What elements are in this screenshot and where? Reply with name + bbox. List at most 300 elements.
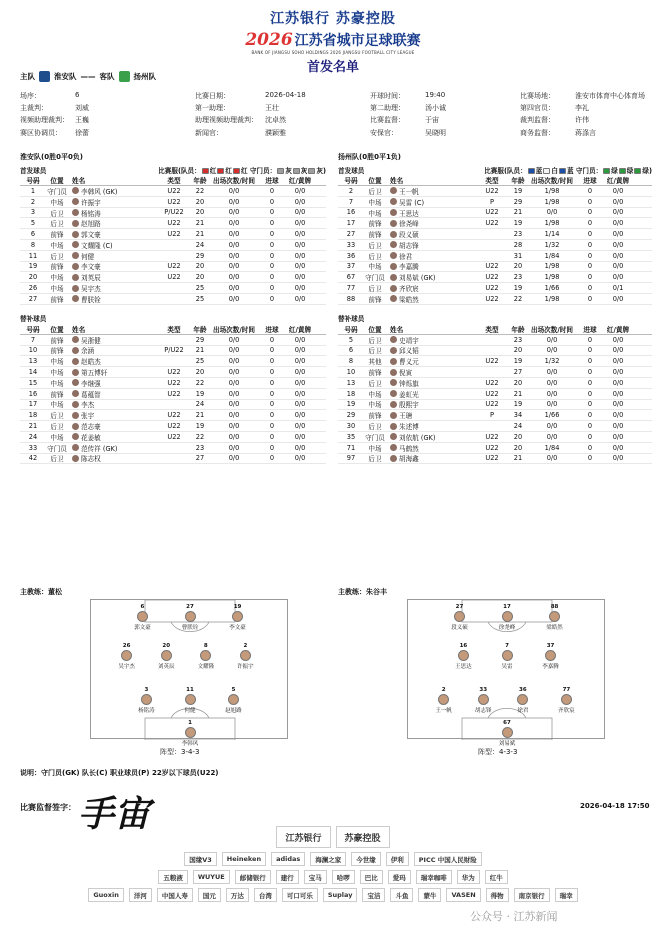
cell: 0/0	[294, 422, 306, 431]
player-number: 16	[459, 643, 468, 650]
cell: 13	[346, 378, 356, 387]
cell: 19	[513, 284, 523, 293]
player-avatar	[390, 198, 397, 205]
sponsor-logo: 华为	[457, 870, 480, 884]
cell: 0	[587, 400, 593, 409]
shirt-icon	[528, 168, 535, 174]
player-name: 刘英辰	[81, 274, 101, 283]
cell: 33	[28, 443, 38, 452]
player-number: 37	[546, 643, 555, 650]
player-avatar	[390, 423, 397, 430]
signature-time: 2026-04-18 17:50	[580, 802, 650, 810]
cell: 0/0	[612, 294, 624, 303]
player-photo	[185, 611, 196, 622]
sponsor-logo: 苏豪控股	[336, 826, 390, 848]
cell: U22	[167, 378, 181, 387]
player-photo	[228, 694, 239, 705]
sponsor-logo: 邮储银行	[235, 870, 271, 884]
player-name-cell	[68, 356, 158, 366]
cell: 1/98	[544, 273, 560, 282]
cell: 0	[269, 208, 275, 217]
formation-player	[122, 604, 162, 631]
cell: 20	[513, 378, 523, 387]
league-year: 2026	[245, 30, 293, 50]
cell: 28	[513, 240, 523, 249]
sponsor-logo: 宝马	[304, 870, 327, 884]
player-row	[338, 400, 652, 411]
cell: 0	[269, 197, 275, 206]
formation-player	[463, 687, 503, 714]
player-photo	[549, 611, 560, 622]
info-cell	[520, 103, 650, 113]
sponsor-logo: 红牛	[485, 870, 508, 884]
cell: 14	[28, 368, 38, 377]
cell: 1/66	[544, 411, 560, 420]
info-row	[20, 90, 650, 102]
cell: 0/0	[294, 389, 306, 398]
home-team: 淮安队	[54, 72, 77, 81]
cell: 0/0	[294, 346, 306, 355]
cell: 0/0	[228, 186, 240, 195]
cell: 0	[587, 251, 593, 260]
sponsor-logo: 瑞幸	[555, 888, 578, 902]
cell: 15	[28, 378, 38, 387]
cell: 0/0	[612, 389, 624, 398]
cell: 前锋	[368, 369, 382, 378]
player-name: 范志豪	[81, 423, 101, 432]
cell: 23	[513, 273, 523, 282]
player-name: 赵旭路	[225, 707, 242, 714]
info-key: 第一助理：	[195, 104, 230, 113]
cell: U22	[167, 197, 181, 206]
cell: 24	[28, 432, 38, 441]
player-avatar	[72, 187, 79, 194]
player-name: 范传祥 (GK)	[81, 444, 118, 453]
cell: 20	[195, 368, 205, 377]
cell: 0	[587, 186, 593, 195]
cell: U22	[485, 219, 499, 228]
cell: 1/98	[544, 219, 560, 228]
info-value: 蒋涤言	[575, 128, 596, 137]
player-name: 郭文豪	[134, 625, 151, 632]
player-avatar	[72, 379, 79, 386]
player-name: 徐君	[399, 252, 413, 261]
column-header: 姓名	[72, 325, 86, 334]
player-name: 文耀隆	[197, 664, 215, 671]
player-name: 王瑭	[399, 412, 413, 421]
cell: 0/0	[228, 357, 240, 366]
cell: 6	[30, 230, 36, 239]
player-name-cell	[68, 251, 158, 261]
player-name-cell	[68, 410, 158, 420]
cell: 前锋	[50, 390, 64, 399]
cell: 0/0	[612, 197, 624, 206]
cell: 10	[346, 368, 356, 377]
cell: 27	[195, 454, 205, 463]
cell: 0	[587, 208, 593, 217]
player-row	[20, 356, 326, 367]
info-row	[20, 127, 650, 139]
info-cell	[370, 103, 520, 113]
player-row	[338, 294, 652, 305]
cell: 0/0	[294, 357, 306, 366]
player-name: 徐尧峰	[498, 625, 516, 632]
cell: 中场	[368, 263, 382, 272]
player-avatar	[390, 444, 397, 451]
player-avatar	[72, 252, 79, 259]
formation-player	[146, 643, 186, 670]
league-title	[0, 30, 666, 50]
column-header: 红/黄牌	[606, 177, 630, 185]
formation-player	[439, 604, 479, 631]
cell: 0	[269, 411, 275, 420]
cell: 20	[28, 273, 38, 282]
player-name-cell	[386, 432, 476, 442]
info-cell	[20, 115, 195, 125]
cell: 0/0	[228, 273, 240, 282]
home-crest-icon	[39, 71, 50, 82]
player-name-cell	[386, 197, 476, 207]
signature-label: 比赛监督签字：	[20, 803, 76, 812]
cell: 1/98	[544, 197, 560, 206]
cell: 0/0	[228, 230, 240, 239]
cell: 0	[269, 378, 275, 387]
cell: 16	[28, 389, 38, 398]
cell: 0/0	[294, 294, 306, 303]
player-name: 余涵	[81, 347, 95, 356]
sponsor-logo: 国缘V3	[184, 852, 217, 866]
player-avatar	[72, 347, 79, 354]
player-name: 曹朕铨	[81, 295, 101, 304]
player-name-cell	[68, 229, 158, 239]
cell: 67	[346, 273, 356, 282]
cell: 0/0	[294, 284, 306, 293]
player-number: 6	[140, 604, 145, 611]
cell: 0	[269, 294, 275, 303]
player-avatar	[72, 198, 79, 205]
cell: 0/0	[546, 378, 558, 387]
player-row	[20, 229, 326, 240]
info-cell	[370, 128, 520, 138]
player-avatar	[390, 241, 397, 248]
player-number: 3	[144, 686, 149, 693]
cell: 19	[346, 400, 356, 409]
info-cell	[370, 115, 520, 125]
player-photo	[545, 650, 556, 661]
player-name: 胡志锋	[399, 241, 419, 250]
info-cell	[20, 128, 195, 138]
player-row	[20, 421, 326, 432]
info-key: 视频助理裁判：	[20, 116, 69, 125]
info-key: 助理视频助理裁判：	[195, 116, 258, 125]
player-name: 李文豪	[229, 625, 246, 632]
player-avatar	[390, 401, 397, 408]
player-row	[338, 218, 652, 229]
player-name-cell	[386, 378, 476, 388]
player-avatar	[390, 263, 397, 270]
cell: 24	[195, 400, 205, 409]
player-number: 7	[505, 643, 509, 650]
cell: 前锋	[368, 295, 382, 304]
cell: 0	[587, 432, 593, 441]
kit-color: 红	[209, 166, 217, 175]
cell: 0/0	[228, 432, 240, 441]
column-header: 红/黄牌	[288, 177, 312, 185]
player-row	[338, 197, 652, 208]
cell: U22	[485, 294, 499, 303]
player-number: 33	[479, 686, 488, 693]
player-avatar	[390, 187, 397, 194]
cell: 后卫	[368, 347, 382, 356]
cell: 34	[513, 411, 523, 420]
column-header: 红/黄牌	[288, 325, 312, 334]
cell: 0/0	[228, 378, 240, 387]
column-header: 位置	[50, 325, 64, 334]
player-name: 李文豪	[81, 263, 101, 272]
cell: U22	[167, 273, 181, 282]
player-avatar	[390, 231, 397, 238]
cell: 25	[195, 284, 205, 293]
info-cell	[520, 115, 650, 125]
cell: 0	[587, 389, 593, 398]
player-name-cell	[68, 197, 158, 207]
cell: 1/32	[544, 357, 560, 366]
cell: 后卫	[368, 241, 382, 250]
kit-label: 比赛服(队员：	[484, 166, 527, 175]
player-name-cell	[386, 218, 476, 228]
cell: U22	[167, 411, 181, 420]
player-photo	[141, 694, 152, 705]
player-name-cell	[386, 283, 476, 293]
info-key: 商务监督：	[520, 128, 555, 137]
header	[0, 8, 666, 75]
kit-gk-label: 守门员：	[247, 166, 277, 175]
cell: 29	[195, 335, 205, 344]
info-value: 19:40	[425, 91, 446, 100]
cell: 42	[28, 454, 38, 463]
player-row	[20, 346, 326, 357]
cell: 0/0	[546, 454, 558, 463]
cell: 0/0	[294, 400, 306, 409]
player-name-cell	[68, 272, 158, 282]
vs-separator: ——	[80, 72, 96, 81]
cell: 后卫	[50, 209, 64, 218]
column-header: 出场次数/时间	[213, 177, 255, 185]
player-name-cell	[386, 251, 476, 261]
cell: 20	[513, 432, 523, 441]
player-name: 文耀隆 (C)	[81, 241, 113, 250]
cell: 0/0	[612, 357, 624, 366]
player-avatar	[390, 412, 397, 419]
column-header: 姓名	[72, 177, 86, 185]
kit-info	[484, 165, 652, 175]
formation-player	[170, 687, 210, 714]
column-header: 进球	[265, 177, 279, 185]
player-photo	[454, 611, 465, 622]
shirt-icon	[634, 168, 641, 174]
player-name: 花姜敏	[81, 433, 101, 442]
cell: 97	[346, 454, 356, 463]
cell: 29	[346, 411, 356, 420]
sponsor-logo: Guoxin	[88, 888, 123, 902]
player-photo	[185, 727, 196, 738]
column-header: 进球	[583, 325, 597, 334]
cell: 1/14	[544, 230, 560, 239]
cell: 守门员	[47, 187, 67, 196]
player-name-cell	[386, 389, 476, 399]
cell: 0/0	[228, 208, 240, 217]
cell: U22	[167, 389, 181, 398]
column-header: 进球	[265, 325, 279, 334]
cell: 0/0	[612, 208, 624, 217]
cell: 20	[195, 273, 205, 282]
formation-player	[214, 687, 254, 714]
formation-player	[487, 643, 527, 670]
cell: P/U22	[164, 208, 184, 217]
player-number: 1	[188, 720, 192, 727]
player-name: 第五博轩	[81, 369, 108, 378]
info-value: 徐蕾	[75, 128, 89, 137]
sponsor-logo: 可口可乐	[282, 888, 318, 902]
player-row	[20, 335, 326, 346]
cell: 前锋	[368, 231, 382, 240]
cell: 0/0	[228, 454, 240, 463]
sponsor-logo: WUYUE	[193, 870, 230, 884]
cell: 22	[513, 294, 523, 303]
player-number: 27	[186, 604, 194, 611]
player-avatar	[72, 295, 79, 302]
player-name: 徐尧峰	[399, 220, 419, 229]
cell: 18	[346, 389, 356, 398]
cell: 0/0	[612, 219, 624, 228]
player-name: 殷熙宇	[399, 401, 419, 410]
player-row	[20, 197, 326, 208]
player-name-cell	[68, 283, 158, 293]
cell: 中场	[368, 198, 382, 207]
player-name-cell	[386, 229, 476, 239]
cell: 0	[587, 262, 593, 271]
cell: 22	[195, 186, 205, 195]
cell: 0/0	[612, 240, 624, 249]
cell: 0/1	[612, 284, 624, 293]
player-avatar	[390, 369, 397, 376]
player-avatar	[72, 412, 79, 419]
cell: U22	[485, 186, 499, 195]
player-row	[20, 240, 326, 251]
sponsor-logo: 蒙牛	[418, 888, 441, 902]
cell: 0	[587, 219, 593, 228]
player-name: 姜虹光	[399, 390, 419, 399]
away-formation-pitch	[407, 599, 605, 748]
sponsor-logo: 江苏银行	[276, 826, 330, 848]
cell: 29	[513, 197, 523, 206]
cell: 30	[346, 422, 356, 431]
sponsor-row	[0, 888, 666, 902]
sponsor-logo: 建行	[276, 870, 299, 884]
player-photo	[458, 650, 469, 661]
info-key: 新闻官：	[195, 128, 223, 137]
info-key: 主裁判：	[20, 104, 48, 113]
cell: 0	[269, 284, 275, 293]
info-key: 裁判监督：	[520, 116, 555, 125]
player-row	[338, 410, 652, 421]
cell: 0	[269, 368, 275, 377]
cell: 37	[346, 262, 356, 271]
cell: 0/0	[546, 208, 558, 217]
cell: 0	[269, 240, 275, 249]
player-name-cell	[386, 294, 476, 304]
sponsor-logo: 台湾	[254, 888, 277, 902]
cell: 0/0	[228, 422, 240, 431]
cell: 0	[587, 422, 593, 431]
formation-player	[107, 643, 147, 670]
kit-color: 红	[225, 166, 232, 175]
cell: 19	[195, 422, 205, 431]
player-row	[20, 251, 326, 262]
player-name: 王思达	[455, 664, 472, 671]
cell: U22	[485, 443, 499, 452]
cell: 0	[587, 443, 593, 452]
info-key: 比赛监督：	[370, 116, 405, 125]
player-name: 刘易斌	[498, 741, 516, 748]
player-row	[338, 421, 652, 432]
starters-header	[338, 164, 652, 175]
cell: 0	[269, 335, 275, 344]
cell: 6	[348, 346, 354, 355]
player-name: 何健	[81, 252, 95, 261]
player-name-cell	[68, 208, 158, 218]
player-name: 杨铭涛	[138, 707, 155, 714]
player-avatar	[390, 347, 397, 354]
table-header	[338, 324, 652, 335]
sponsor-logo: Suplay	[323, 888, 358, 902]
player-avatar	[72, 241, 79, 248]
cell: 0/0	[546, 432, 558, 441]
away-lineup	[338, 152, 652, 464]
cell: 1/84	[544, 251, 560, 260]
player-name: 齐欣宸	[399, 285, 419, 294]
player-number: 20	[162, 643, 171, 650]
cell: 后卫	[50, 412, 64, 421]
cell: 0/0	[228, 219, 240, 228]
player-row	[338, 240, 652, 251]
player-name-cell	[68, 261, 158, 271]
column-header: 年龄	[193, 177, 207, 185]
kit-color: 蓝	[566, 166, 574, 175]
shirt-icon	[233, 168, 240, 174]
info-key: 场序：	[20, 92, 41, 101]
player-name: 王思达	[399, 209, 419, 218]
sponsor-logo: adidas	[271, 852, 305, 866]
info-key: 第二助理：	[370, 104, 405, 113]
cell: 0	[587, 197, 593, 206]
player-row	[20, 186, 326, 197]
info-key: 第四官员：	[520, 104, 555, 113]
cell: 0	[269, 262, 275, 271]
sponsor-logo: 哈啰	[332, 870, 355, 884]
player-name: 曹朕铨	[181, 625, 199, 632]
cell: 11	[28, 251, 38, 260]
cell: 8	[30, 240, 36, 249]
cell: 0/0	[294, 230, 306, 239]
league-name: 江苏省城市足球联赛	[294, 33, 421, 49]
cell: 0	[269, 346, 275, 355]
cell: 25	[195, 357, 205, 366]
cell: 0/0	[546, 400, 558, 409]
table-header	[20, 175, 326, 186]
player-row	[338, 378, 652, 389]
kit-color: 灰	[285, 166, 292, 175]
